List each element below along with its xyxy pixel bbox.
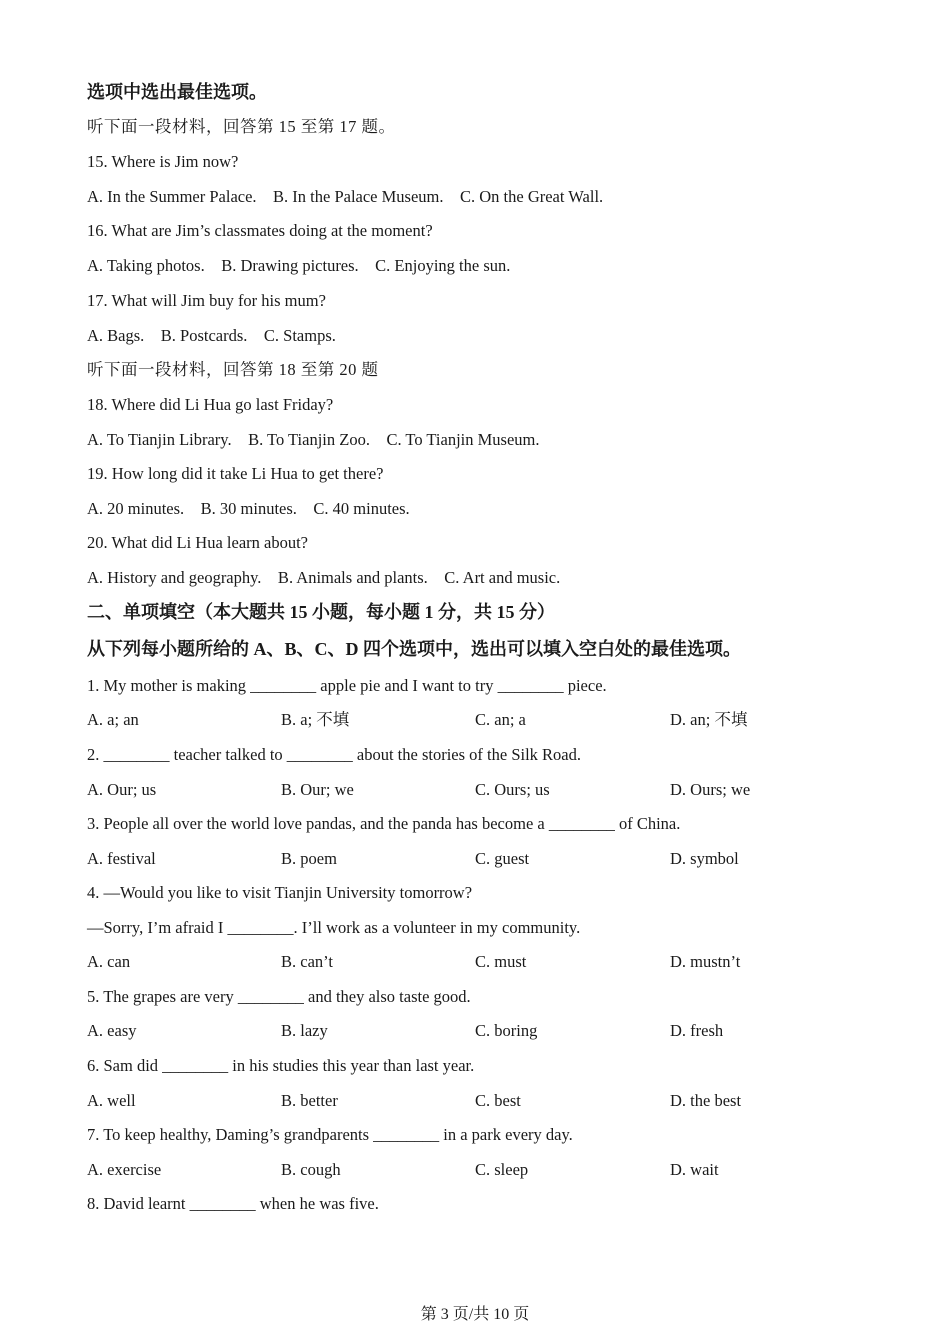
question-17: 17. What will Jim buy for his mum? xyxy=(87,291,326,310)
option-c: C. best xyxy=(475,1091,521,1110)
option-d: D. fresh xyxy=(670,1021,724,1040)
mc-question-4-response: —Sorry, I’m afraid I ________. I’ll work as a volunteer in my community. xyxy=(87,918,581,937)
mc-question-2: 2. ________ teacher talked to ________ about the stories of the Silk Road. xyxy=(87,745,581,764)
option-a: A. a; an xyxy=(87,710,139,729)
mc-question-1: 1. My mother is making ________ apple pie and I want to try ________ piece. xyxy=(87,676,607,695)
page-number: 第 3 页/共 10 页 xyxy=(420,1306,530,1323)
option-a: A. easy xyxy=(87,1021,137,1040)
option-c: C. Ours; us xyxy=(475,780,550,799)
option-d: D. Ours; we xyxy=(670,780,751,799)
option-c: C. must xyxy=(475,952,527,971)
option-c: C. an; a xyxy=(475,710,526,729)
option-a: A. can xyxy=(87,952,131,971)
mc-question-3-options xyxy=(87,848,867,870)
option-a: A. festival xyxy=(87,849,156,868)
option-d: D. mustn’t xyxy=(670,952,741,971)
question-17-options: A. Bags. B. Postcards. C. Stamps. xyxy=(87,326,336,345)
question-19-options: A. 20 minutes. B. 30 minutes. C. 40 minutes. xyxy=(87,499,410,518)
question-15-options: A. In the Summer Palace. B. In the Palace Museum. C. On the Great Wall. xyxy=(87,187,604,206)
question-16: 16. What are Jim’s classmates doing at the moment? xyxy=(87,221,433,240)
mc-question-1-options xyxy=(87,709,867,731)
mc-question-4: 4. —Would you like to visit Tianjin University tomorrow? xyxy=(87,883,473,902)
mc-question-6: 6. Sam did ________ in his studies this year than last year. xyxy=(87,1056,475,1075)
option-d: D. symbol xyxy=(670,849,739,868)
mc-question-4-options xyxy=(87,951,867,973)
option-b: B. Our; we xyxy=(281,780,354,799)
mc-question-3: 3. People all over the world love pandas, and the panda has become a ________ of China. xyxy=(87,814,681,833)
option-a: A. Our; us xyxy=(87,780,157,799)
option-b: B. lazy xyxy=(281,1021,328,1040)
mc-question-5-options xyxy=(87,1020,867,1042)
option-a: A. exercise xyxy=(87,1160,162,1179)
option-b: B. better xyxy=(281,1091,338,1110)
mc-question-6-options xyxy=(87,1090,867,1112)
mc-question-5: 5. The grapes are very ________ and they also taste good. xyxy=(87,987,471,1006)
listening-group-instruction: 听下面一段材料，回答第 15 至第 17 题。 xyxy=(87,117,396,136)
question-20: 20. What did Li Hua learn about? xyxy=(87,533,309,552)
listening-group-instruction: 听下面一段材料，回答第 18 至第 20 题 xyxy=(87,360,379,379)
mc-question-8: 8. David learnt ________ when he was five. xyxy=(87,1194,379,1213)
option-b: B. a; 不填 xyxy=(281,710,350,729)
question-18-options: A. To Tianjin Library. B. To Tianjin Zoo. C. To Tianjin Museum. xyxy=(87,430,540,449)
option-b: B. poem xyxy=(281,849,337,868)
question-20-options: A. History and geography. B. Animals and plants. C. Art and music. xyxy=(87,568,561,587)
question-19: 19. How long did it take Li Hua to get there? xyxy=(87,464,384,483)
option-b: B. can’t xyxy=(281,952,333,971)
option-a: A. well xyxy=(87,1091,136,1110)
section-intro: 选项中选出最佳选项。 xyxy=(87,82,267,102)
part-2-title: 二、单项填空（本大题共 15 小题，每小题 1 分，共 15 分） xyxy=(87,602,555,622)
option-b: B. cough xyxy=(281,1160,341,1179)
part-2-instruction: 从下列每小题所给的 A、B、C、D 四个选项中，选出可以填入空白处的最佳选项。 xyxy=(87,639,741,659)
option-c: C. guest xyxy=(475,849,530,868)
option-d: D. wait xyxy=(670,1160,719,1179)
mc-question-7-options xyxy=(87,1159,867,1181)
question-16-options: A. Taking photos. B. Drawing pictures. C. Enjoying the sun. xyxy=(87,256,511,275)
question-18: 18. Where did Li Hua go last Friday? xyxy=(87,395,334,414)
mc-question-2-options xyxy=(87,779,867,801)
mc-question-7: 7. To keep healthy, Daming’s grandparents ________ in a park every day. xyxy=(87,1125,573,1144)
option-c: C. sleep xyxy=(475,1160,529,1179)
option-c: C. boring xyxy=(475,1021,538,1040)
option-d: D. the best xyxy=(670,1091,742,1110)
option-d: D. an; 不填 xyxy=(670,710,748,729)
question-15: 15. Where is Jim now? xyxy=(87,152,239,171)
